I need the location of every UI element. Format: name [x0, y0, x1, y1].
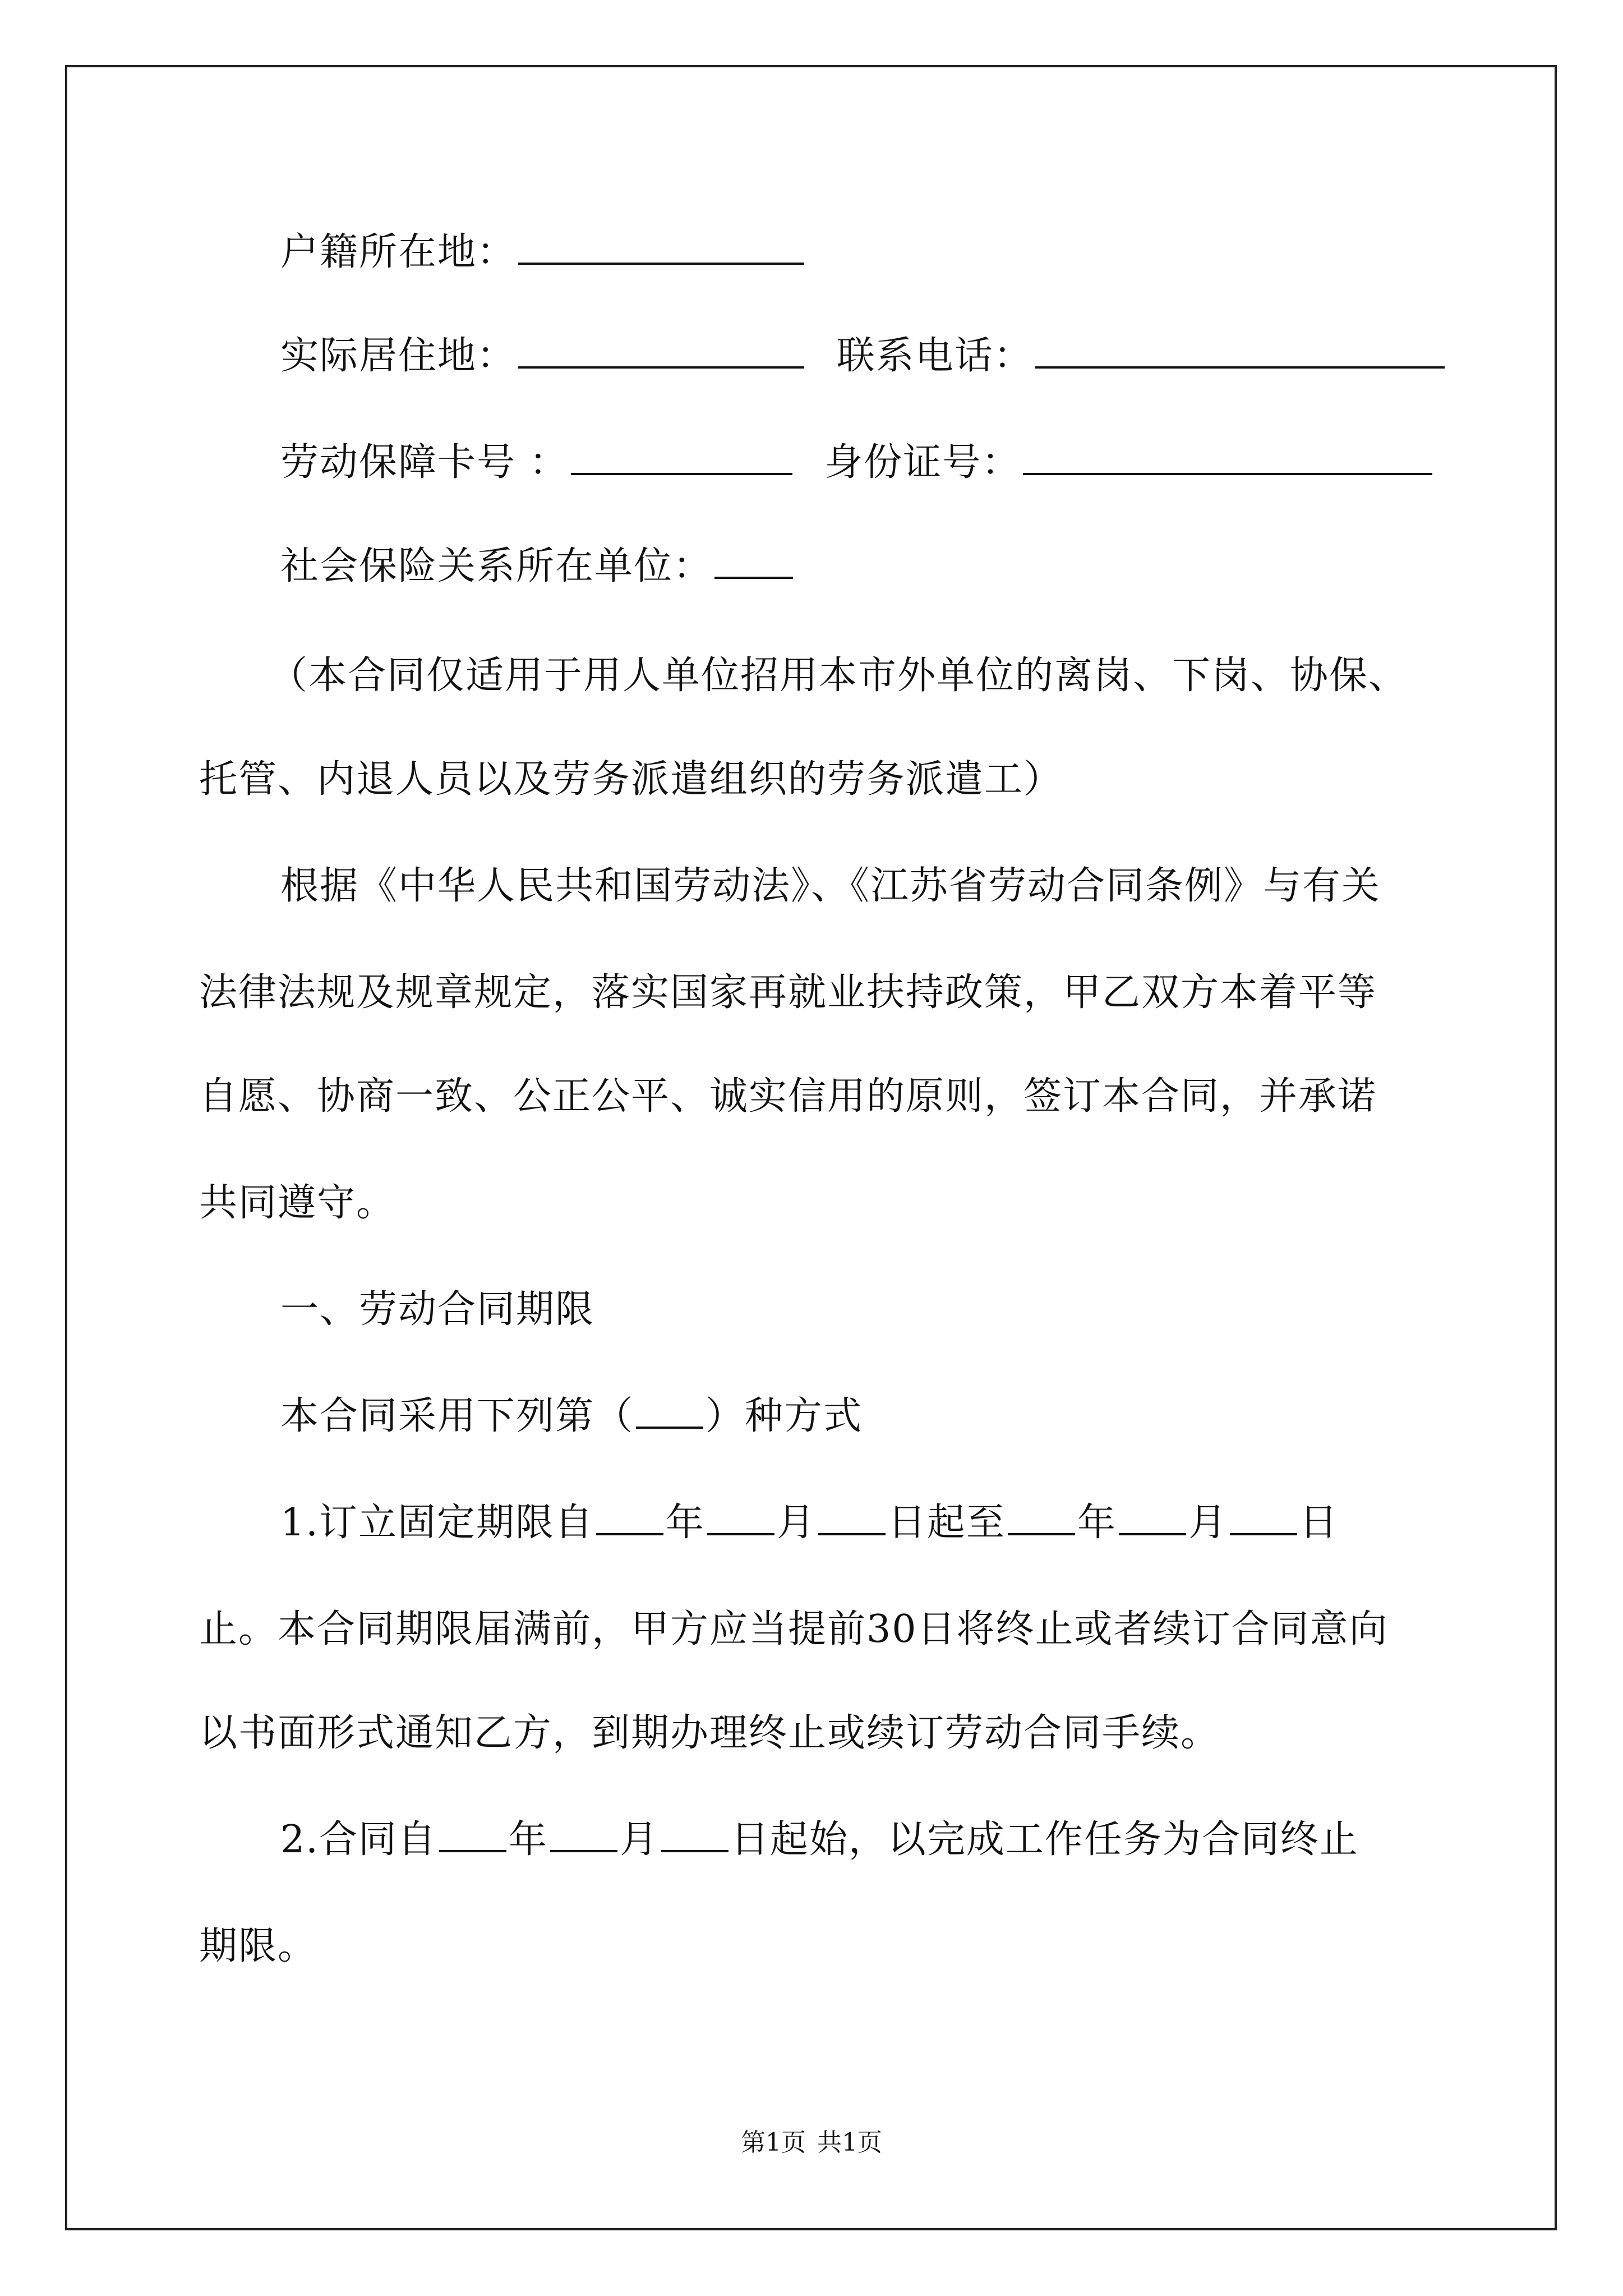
- note-line-1: （本合同仅适用于用人单位招用本市外单位的离岗、下岗、协保、: [269, 654, 1408, 698]
- preamble-line-1: 根据《中华人民共和国劳动法》、《江苏省劳动合同条例》与有关: [280, 864, 1381, 908]
- intro-text-pre: 本合同采用下列第（: [280, 1394, 634, 1438]
- page-border: [65, 65, 1557, 2230]
- end-month-blank[interactable]: [1119, 1498, 1186, 1535]
- page-total: 共1页: [817, 2128, 882, 2157]
- preamble-line-2: 法律法规及规章规定，落实国家再就业扶持政策，甲乙双方本着平等: [199, 970, 1377, 1015]
- section-1-intro: [280, 1391, 863, 1442]
- juzhu-blank[interactable]: [518, 332, 804, 369]
- item-2-rest-text: 日起始，以完成工作任务为合同终止: [730, 1818, 1359, 1862]
- item-2-line-1: [280, 1815, 1359, 1865]
- item-2-day-blank[interactable]: [661, 1815, 728, 1852]
- card-blank[interactable]: [571, 438, 792, 475]
- page-footer: [0, 2126, 1623, 2160]
- huji-label: 户籍所在地：: [280, 230, 517, 274]
- card-label: 劳动保障卡号 ：: [280, 440, 569, 485]
- year-label: 年: [665, 1501, 705, 1545]
- item-2-line-2: 期限。: [199, 1924, 317, 1968]
- start-year-blank[interactable]: [596, 1498, 663, 1535]
- end-year-blank[interactable]: [1008, 1498, 1075, 1535]
- juzhu-phone-row: [280, 331, 1447, 381]
- shebao-label: 社会保险关系所在单位：: [280, 544, 713, 588]
- end-day-blank[interactable]: [1230, 1498, 1297, 1535]
- phone-blank[interactable]: [1035, 332, 1445, 369]
- item-2-year-blank[interactable]: [439, 1815, 506, 1852]
- start-month-blank[interactable]: [707, 1498, 774, 1535]
- huji-field-row: [280, 227, 806, 278]
- juzhu-label: 实际居住地：: [280, 334, 517, 378]
- page-number: 第1页: [741, 2128, 806, 2157]
- item-1-text: 1.订立固定期限自: [280, 1501, 594, 1545]
- shebao-row: [280, 541, 795, 592]
- id-blank[interactable]: [1023, 438, 1432, 475]
- item-2-month-label: 月: [619, 1818, 659, 1862]
- section-1-heading: 一、劳动合同期限: [280, 1287, 595, 1332]
- card-id-row: [280, 438, 1435, 488]
- start-day-blank[interactable]: [818, 1498, 886, 1535]
- preamble-line-3: 自愿、协商一致、公正公平、诚实信用的原则，签订本合同，并承诺: [199, 1074, 1377, 1119]
- item-2-month-blank[interactable]: [550, 1815, 617, 1852]
- id-label: 身份证号：: [824, 440, 1021, 485]
- item-1-line-2: 止。本合同期限届满前，甲方应当提前30日将终止或者续订合同意向: [199, 1607, 1389, 1651]
- month-label: 月: [776, 1501, 816, 1545]
- year-label-end: 年: [1077, 1501, 1117, 1545]
- method-blank[interactable]: [636, 1392, 703, 1429]
- shebao-blank[interactable]: [714, 542, 793, 579]
- item-2-year-label: 年: [508, 1818, 548, 1862]
- item-1-line-1: [280, 1498, 1339, 1548]
- note-line-2: 托管、内退人员以及劳务派遣组织的劳务派遣工）: [199, 757, 1063, 802]
- item-1-to-text: 日起至: [887, 1501, 1006, 1545]
- preamble-line-4: 共同遵守。: [199, 1181, 396, 1225]
- month-label-end: 月: [1188, 1501, 1228, 1545]
- intro-text-post: ）种方式: [706, 1394, 863, 1438]
- phone-label: 联系电话：: [836, 334, 1033, 378]
- item-1-line-3: 以书面形式通知乙方，到期办理终止或续订劳动合同手续。: [199, 1711, 1220, 1755]
- huji-blank[interactable]: [518, 228, 804, 265]
- item-2-text: 2.合同自: [280, 1818, 437, 1862]
- day-label-end: 日: [1299, 1501, 1339, 1545]
